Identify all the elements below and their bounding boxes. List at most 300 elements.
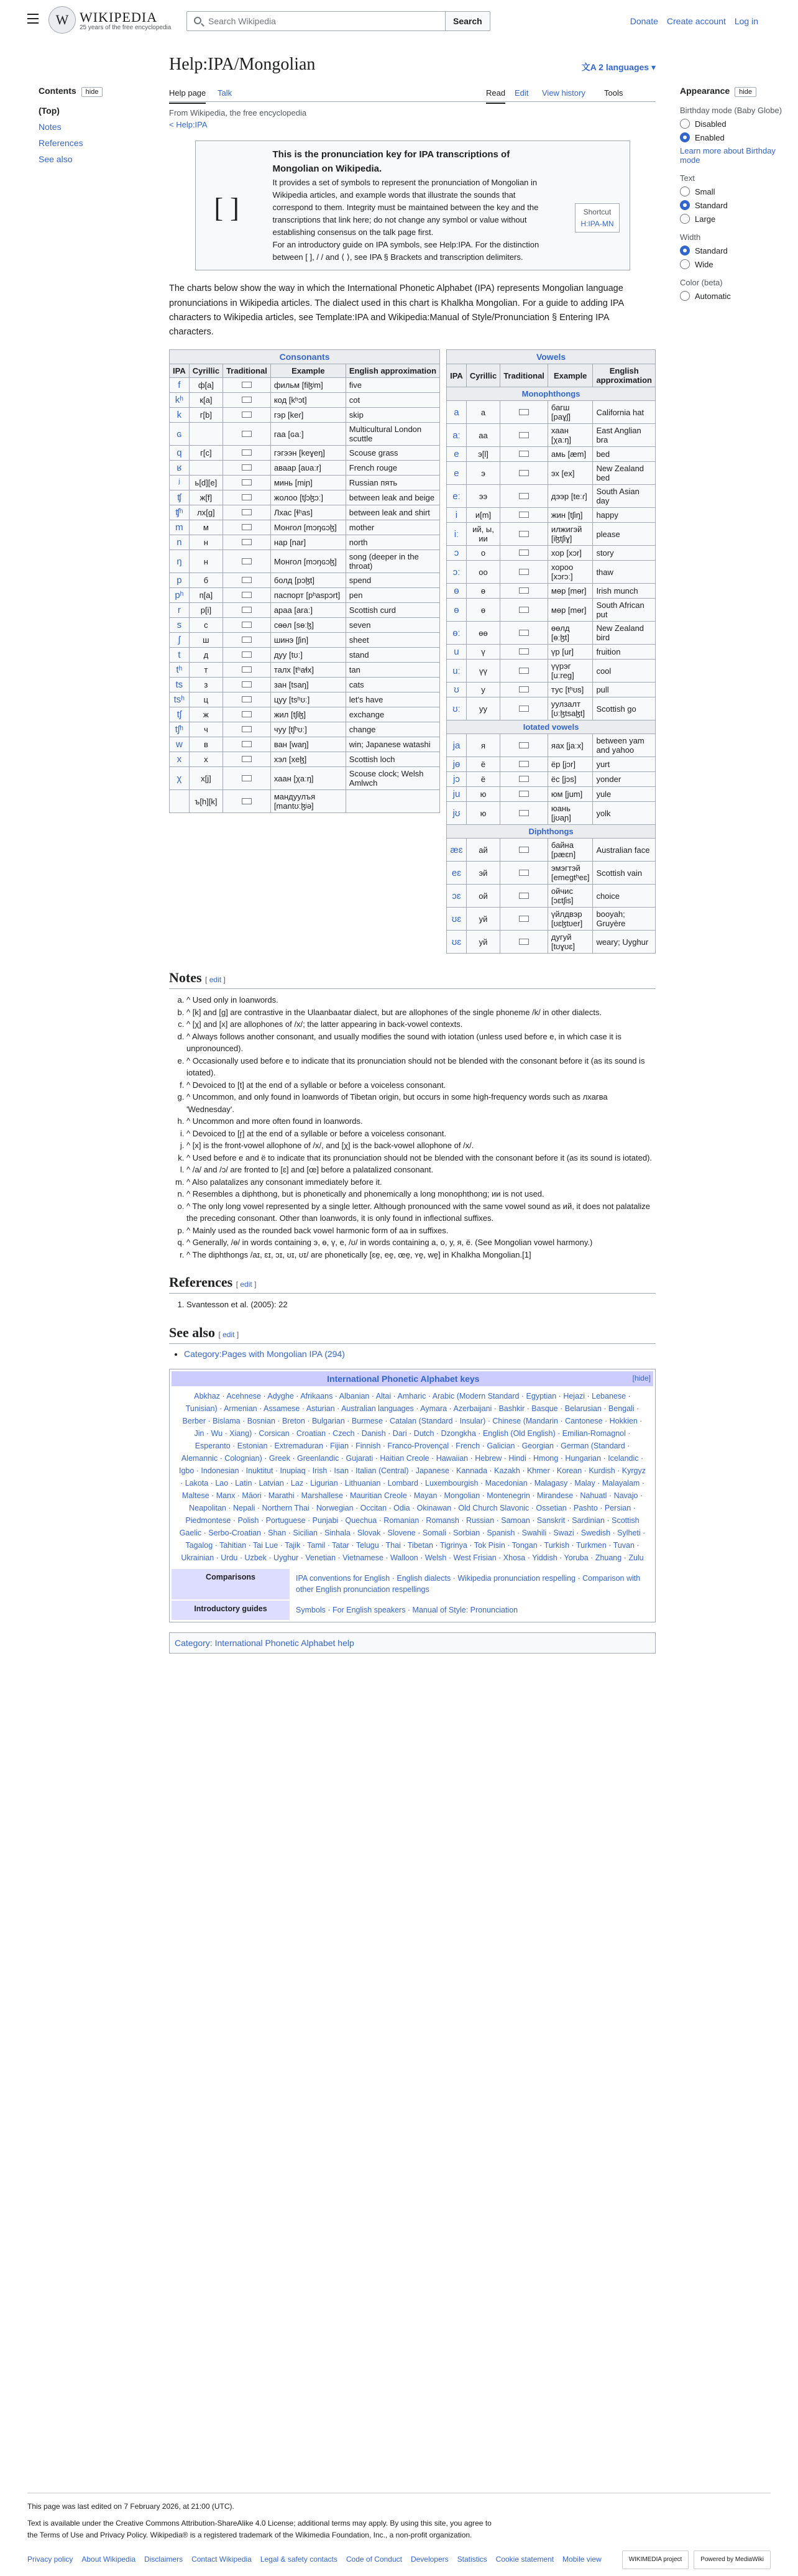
- english-approximation: fruition: [593, 645, 656, 660]
- table-row: [170, 490, 440, 505]
- ipa-symbol[interactable]: q: [170, 446, 190, 461]
- traditional-glyph: [242, 775, 252, 781]
- ipa-symbol[interactable]: eː: [447, 485, 467, 508]
- ipa-symbol[interactable]: w: [170, 737, 190, 752]
- ipa-symbol[interactable]: ʲ: [170, 476, 190, 490]
- example-word: минь [miɲ]: [270, 476, 346, 490]
- english-approximation: song (deeper in the throat): [346, 550, 439, 573]
- ipa-symbol[interactable]: ɔɛ: [447, 885, 467, 908]
- toc-item-top[interactable]: (Top): [39, 106, 60, 116]
- example-word: дугуй [tʊɣʊɛ]: [548, 931, 593, 954]
- english-approximation: between leak and shirt: [346, 505, 439, 520]
- note-item: f. ^ Devoiced to [t] at the end of a syllable or before a voiceless consonant.: [186, 1079, 656, 1092]
- text-small-radio[interactable]: [680, 186, 786, 196]
- reference-item: 1. Svantesson et al. (2005): 22: [186, 1299, 656, 1311]
- cyrillic: х: [189, 752, 222, 767]
- donate-link[interactable]: Donate: [630, 16, 658, 26]
- ipa-symbol[interactable]: e: [447, 462, 467, 485]
- traditional-script: [500, 931, 548, 954]
- traditional-glyph: [242, 449, 252, 456]
- traditional-glyph: [519, 587, 529, 594]
- traditional-script: [223, 535, 271, 550]
- table-row: [170, 633, 440, 648]
- cyrillic: р[i]: [189, 603, 222, 618]
- example-word: код [kʰɔt]: [270, 393, 346, 408]
- example-word: хаан [χaːŋ]: [548, 424, 593, 447]
- radio-label: Standard: [695, 200, 728, 210]
- english-approximation: booyah; Gruyère: [593, 908, 656, 931]
- ipa-symbol[interactable]: x: [170, 752, 190, 767]
- english-approximation: Scouse clock; Welsh Amlwch: [346, 767, 439, 790]
- table-row: [170, 767, 440, 790]
- traditional-script: [223, 520, 271, 535]
- appearance-title: Appearance: [680, 86, 730, 96]
- traditional-script: [223, 446, 271, 461]
- english-approximation: Scottish vain: [593, 862, 656, 885]
- ipa-symbol[interactable]: uː: [447, 660, 467, 683]
- ipa-symbol[interactable]: r: [170, 603, 190, 618]
- example-word: цуу [tsʰʊː]: [270, 692, 346, 707]
- table-row: [447, 908, 656, 931]
- table-row: [447, 772, 656, 787]
- ipa-symbol[interactable]: k: [170, 408, 190, 423]
- tab-read[interactable]: Read: [486, 88, 505, 104]
- ipa-symbol[interactable]: ɢ: [170, 423, 190, 446]
- note-item: l. ^ /a/ and /ɔ/ are fronted to [ɛ] and [œ] before a palatalized consonant.: [186, 1164, 656, 1176]
- example-word: мандуулъя [mantʊːɮʲə]: [270, 790, 346, 813]
- footer-link[interactable]: Privacy policy: [27, 2554, 73, 2564]
- english-approximation: French rouge: [346, 461, 439, 476]
- cyrillic: б: [189, 573, 222, 588]
- traditional-glyph: [519, 893, 529, 899]
- ipa-symbol[interactable]: ɵ: [447, 599, 467, 622]
- traditional-script: [223, 767, 271, 790]
- traditional-glyph: [519, 916, 529, 922]
- traditional-glyph: [519, 706, 529, 712]
- traditional-script: [223, 633, 271, 648]
- ipa-symbol[interactable]: ʃ: [170, 633, 190, 648]
- notes-section: Notes [ edit ] a. ^ Used only in loanwords. b. ^ [k] and [ɡ] are contrastive in the Ulaanbaatar dialect, but are allophones of the single phoneme /k/ in other dialects. c. ^ [χ] and [x] are allophones of /x/; the latter appearing in back-vowel contexts. d. ^ Always follows another consonant, and usually modifies the sound with iotation (unless used before e, in which case it is unpronounced). e. ^ Occasionally used before e to indicate that its pronunciation should not be blended with the consonant before it (as its sound is iotated). f. ^ Devoiced to [t] at the end of a syllable or before a voiceless consonant. g. ^ Uncommon, and only found in loanwords of Tibetan origin, but occurs in some high-frequency words such as лхагва 'Wednesday'. h. ^ Uncommon and more often found in loanwords. i. ^ Devoiced to [r̥] at the end of a syllable or before a voiceless consonant. j. ^ [x] is the front-vowel allophone of /x/, and [χ] is the back-vowel allophone of /x/. k. ^ Used before e and ё to indicate that its pronunciation should not be blended with the consonant before it (as its sound is iotated). l. ^ /a/ and /ɔ/ are fronted to [ɛ] and [œ] before a palatalized consonant. m. ^ Also palatalizes any consonant immediately before it. n. ^ Resembles a diphthong, but is phonetically and phonemically a long monophthong; ии is not used. o. ^ The only long vowel represented by a single letter. Although pronounced with the same vowel sound as ий, it does not palatalize the preceding consonant. Other than loanwords, it is only found in inflectional suffixes. p. ^ Mainly used as the rounded back vowel harmonic form of аа in suffixes. q. ^ Generally, /ɵ/ in words containing э, ө, ү, е, /ʊ/ in words containing а, о, у, я, ё. (See Mongolian vowel harmony.) r. ^ The diphthongs /aɪ, ɛɪ, ɔɪ, ʊɪ, ʊɪ/ are phonetically [ɛe̯, ee̯, œe̯, ʏe̯, we̯] in Khalkha Mongolian.[1]: [169, 970, 656, 1261]
- ipa-symbol[interactable]: ɔ: [447, 546, 467, 561]
- english-approximation: stand: [346, 648, 439, 663]
- traditional-glyph: [519, 630, 529, 636]
- tab-talk[interactable]: Talk: [218, 88, 232, 98]
- radio-label: Large: [695, 214, 716, 224]
- traditional-script: [223, 737, 271, 752]
- ipa-symbol[interactable]: ju: [447, 787, 467, 802]
- cyrillic: ий, ы, ии: [466, 523, 500, 546]
- ipa-symbol[interactable]: ʧʰ: [170, 505, 190, 520]
- column-header: English approximation: [346, 364, 439, 378]
- text-size-label: Text: [680, 173, 695, 183]
- navbox-title-text[interactable]: International Phonetic Alphabet keys: [327, 1373, 480, 1384]
- table-row: [447, 523, 656, 546]
- traditional-script: [500, 523, 548, 546]
- notes-edit-link[interactable]: edit: [209, 975, 222, 985]
- toc-item-notes[interactable]: Notes: [39, 122, 62, 132]
- see-also-edit-link[interactable]: edit: [222, 1330, 235, 1339]
- example-word: хаан [χaːŋ]: [270, 767, 346, 790]
- cyrillic: э[l]: [466, 447, 500, 462]
- language-count: 2 languages: [598, 62, 649, 72]
- ipa-symbol[interactable]: tsʰ: [170, 692, 190, 707]
- traditional-script: [223, 550, 271, 573]
- english-approximation: yolk: [593, 802, 656, 825]
- birthday-disabled-radio[interactable]: [680, 119, 786, 129]
- ipa-symbol[interactable]: ʊː: [447, 697, 467, 720]
- search-input[interactable]: [186, 11, 447, 31]
- example-word: тус [tʰʊs]: [548, 683, 593, 697]
- table-row: [170, 573, 440, 588]
- ipa-symbol[interactable]: iː: [447, 523, 467, 546]
- ipa-symbol[interactable]: ja: [447, 734, 467, 757]
- traditional-script: [223, 603, 271, 618]
- cyrillic: н: [189, 535, 222, 550]
- english-approximation: South Asian day: [593, 485, 656, 508]
- english-approximation: between yam and yahoo: [593, 734, 656, 757]
- example-word: хэл [xeɮ]: [270, 752, 346, 767]
- traditional-glyph: [519, 668, 529, 674]
- references-edit-link[interactable]: edit: [240, 1280, 252, 1289]
- traditional-glyph: [519, 761, 529, 767]
- cyrillic: ч: [189, 722, 222, 737]
- cyrillic: ээ: [466, 485, 500, 508]
- table-row: [170, 393, 440, 408]
- tagline-from: From Wikipedia, the free encyclopedia: [169, 108, 307, 117]
- note-item: o. ^ The only long vowel represented by a single letter. Although pronounced with the same vowel sound as ий, it does not palatalize the preceding consonant. Other than loanwords, it is only found in inflectional suffixes.: [186, 1200, 656, 1225]
- traditional-glyph: [242, 726, 252, 732]
- table-row: [170, 408, 440, 423]
- english-approximation: Scottish go: [593, 697, 656, 720]
- ipa-symbol[interactable]: jɔ: [447, 772, 467, 787]
- cyrillic: к[a]: [189, 393, 222, 408]
- tab-tools[interactable]: Tools: [604, 88, 623, 98]
- page-tabs: [169, 82, 656, 102]
- cyrillic: ь[d][e]: [189, 476, 222, 490]
- ipa-symbol[interactable]: tʰ: [170, 663, 190, 678]
- english-approximation: New Zealand bed: [593, 462, 656, 485]
- category-pages-link[interactable]: Category:Pages with Mongolian IPA (294): [184, 1348, 345, 1359]
- toc-item-see-also[interactable]: See also: [39, 154, 73, 164]
- traditional-script: [500, 508, 548, 523]
- main-menu-icon[interactable]: [27, 14, 39, 24]
- cyrillic: м: [189, 520, 222, 535]
- references-section: References [ edit ] 1. Svantesson et al. (2005): 22: [169, 1274, 656, 1311]
- note-item: g. ^ Uncommon, and only found in loanwords of Tibetan origin, but occurs in some high-frequency words such as лхагва 'Wednesday'.: [186, 1091, 656, 1115]
- example-word: жил [tʃiɮ]: [270, 707, 346, 722]
- ipa-symbol[interactable]: u: [447, 645, 467, 660]
- infobox-title: This is the pronunciation key for IPA transcriptions of Mongolian on Wikipedia.: [272, 149, 510, 175]
- width-wide-radio[interactable]: [680, 259, 786, 269]
- radio-label: Small: [695, 186, 715, 196]
- table-row: [447, 561, 656, 584]
- english-approximation: story: [593, 546, 656, 561]
- table-row: [447, 839, 656, 862]
- wikimedia-badge[interactable]: WIKIMEDIA project: [622, 2551, 689, 2569]
- english-approximation: spend: [346, 573, 439, 588]
- radio-label: Standard: [695, 246, 728, 255]
- ipa-symbol[interactable]: ɵː: [447, 622, 467, 645]
- text-large-radio[interactable]: [680, 214, 786, 224]
- example-word: паспорт [pʰaspɔrt]: [270, 588, 346, 603]
- footer-link[interactable]: About Wikipedia: [81, 2554, 136, 2564]
- example-word: Монгол [mɔŋɢɔɮ]: [270, 550, 346, 573]
- ipa-symbol[interactable]: tʃʰ: [170, 722, 190, 737]
- column-header: Cyrillic: [466, 364, 500, 387]
- vowel-subheader: Diphthongs: [447, 825, 656, 839]
- table-row: [447, 787, 656, 802]
- english-approximation: please: [593, 523, 656, 546]
- log-in-link[interactable]: Log in: [734, 16, 758, 26]
- infobox-text: It provides a set of symbols to represent the pronunciation of Mongolian in Wikipedia articles, and example words that illustrate the sounds that correspond to them. Integrity must be maintained between the key and the transcriptions that link here; do not change any symbol or value without establishing consensus on the talk page first.: [272, 177, 539, 237]
- table-row: [447, 757, 656, 772]
- traditional-glyph: [242, 431, 252, 437]
- example-word: эх [ex]: [548, 462, 593, 485]
- cyrillic: ё: [466, 772, 500, 787]
- note-item: e. ^ Occasionally used before e to indicate that its pronunciation should not be blended with the consonant before it (as its sound is iotated).: [186, 1055, 656, 1079]
- ipa-symbol[interactable]: ɔː: [447, 561, 467, 584]
- toc-hide-button[interactable]: hide: [81, 87, 103, 97]
- tab-help-page[interactable]: Help page: [169, 88, 206, 104]
- traditional-glyph: [242, 382, 252, 388]
- traditional-script: [223, 722, 271, 737]
- mediawiki-badge[interactable]: Powered by MediaWiki: [694, 2551, 771, 2569]
- example-word: үр [ur]: [548, 645, 593, 660]
- width-label: Width: [680, 232, 701, 242]
- english-approximation: north: [346, 535, 439, 550]
- english-approximation: five: [346, 378, 439, 393]
- breadcrumb[interactable]: < Help:IPA: [169, 120, 208, 129]
- traditional-script: [500, 424, 548, 447]
- cyrillic: аа: [466, 424, 500, 447]
- table-row: [170, 648, 440, 663]
- navbox-guides[interactable]: Symbols · For English speakers · Manual of Style: Pronunciation: [296, 1606, 518, 1615]
- footer-link[interactable]: Disclaimers: [144, 2554, 183, 2564]
- ipa-symbol[interactable]: ʁ: [170, 461, 190, 476]
- note-item: q. ^ Generally, /ɵ/ in words containing э, ө, ү, е, /ʊ/ in words containing а, о, у, я, ё. (See Mongolian vowel harmony.): [186, 1236, 656, 1249]
- english-approximation: mother: [346, 520, 439, 535]
- tab-view-history[interactable]: View history: [542, 88, 585, 98]
- learn-more-link[interactable]: Learn more about Birthday mode: [680, 146, 776, 165]
- cyrillic: ё: [466, 757, 500, 772]
- traditional-script: [500, 734, 548, 757]
- wordmark[interactable]: WIKIPEDIA: [80, 9, 158, 25]
- table-row: [170, 423, 440, 446]
- ipa-symbol[interactable]: pʰ: [170, 588, 190, 603]
- example-word: ван [waŋ]: [270, 737, 346, 752]
- navbox-comparisons[interactable]: IPA conventions for English · English dialects · Wikipedia pronunciation respelling · Comparison with other English pronunciation respellings: [296, 1573, 641, 1594]
- table-row: [170, 722, 440, 737]
- create-account-link[interactable]: Create account: [666, 16, 726, 26]
- column-header: English approximation: [593, 364, 656, 387]
- search-button[interactable]: Search: [445, 11, 490, 31]
- pronunciation-key-box: [195, 140, 630, 270]
- traditional-script: [500, 447, 548, 462]
- consonants-table: [169, 349, 440, 813]
- footer-link[interactable]: Cookie statement: [495, 2554, 554, 2564]
- traditional-glyph: [519, 742, 529, 748]
- footer-link[interactable]: Legal & safety contacts: [260, 2554, 337, 2564]
- text-standard-radio[interactable]: [680, 200, 786, 210]
- english-approximation: bed: [593, 447, 656, 462]
- english-approximation: Irish munch: [593, 584, 656, 599]
- example-word: шинэ [ʃin]: [270, 633, 346, 648]
- traditional-script: [500, 485, 548, 508]
- table-row: [170, 588, 440, 603]
- traditional-script: [500, 908, 548, 931]
- ipa-symbol[interactable]: ʊɛ: [447, 931, 467, 954]
- traditional-script: [500, 546, 548, 561]
- table-row: [447, 885, 656, 908]
- traditional-script: [223, 790, 271, 813]
- ipa-symbol[interactable]: n: [170, 535, 190, 550]
- example-word: аваар [aʋaːr]: [270, 461, 346, 476]
- ipa-symbol[interactable]: ɵ: [447, 584, 467, 599]
- table-row: [447, 802, 656, 825]
- traditional-glyph: [242, 696, 252, 702]
- cyrillic: ж: [189, 707, 222, 722]
- traditional-glyph: [242, 577, 252, 583]
- vowel-subheader: Monophthongs: [447, 387, 656, 401]
- table-row: [447, 734, 656, 757]
- ipa-symbol[interactable]: jɵ: [447, 757, 467, 772]
- shortcut-box: [575, 203, 619, 232]
- tab-edit[interactable]: Edit: [515, 88, 529, 98]
- example-word: багш [paɣʃ]: [548, 401, 593, 424]
- notes-list: [169, 994, 656, 1261]
- references-heading: References: [169, 1274, 233, 1290]
- ipa-symbol[interactable]: æɛ: [447, 839, 467, 862]
- cyrillic: үү: [466, 660, 500, 683]
- table-of-contents: [39, 86, 144, 170]
- category-label[interactable]: Category:: [175, 1637, 213, 1648]
- cyrillic: уй: [466, 908, 500, 931]
- ipa-keys-navbox: [169, 1369, 656, 1622]
- table-row: [447, 546, 656, 561]
- table-row: [170, 520, 440, 535]
- table-row: [170, 505, 440, 520]
- traditional-script: [223, 423, 271, 446]
- ipa-symbol[interactable]: ts: [170, 678, 190, 692]
- birthday-enabled-radio[interactable]: [680, 132, 786, 142]
- category-link[interactable]: International Phonetic Alphabet help: [214, 1637, 354, 1648]
- radio-label: Automatic: [695, 291, 731, 301]
- ipa-symbol[interactable]: jʊ: [447, 802, 467, 825]
- column-header: Example: [270, 364, 346, 378]
- ipa-symbol[interactable]: [170, 790, 190, 813]
- traditional-script: [500, 802, 548, 825]
- traditional-glyph: [242, 494, 252, 500]
- traditional-script: [223, 692, 271, 707]
- english-approximation: happy: [593, 508, 656, 523]
- ipa-symbol[interactable]: f: [170, 378, 190, 393]
- traditional-script: [500, 862, 548, 885]
- shortcut-link[interactable]: H:IPA-MN: [580, 219, 614, 228]
- navbox-languages[interactable]: Abkhaz · Acehnese · Adyghe · Afrikaans · Albanian · Altai · Amharic · Arabic (Modern Standard · Egyptian · Hejazi · Lebanese · Tunisian) · Armenian · Assamese · Asturian · Australian languages · Aymara · Azerbaijani · Bashkir · Basque · Belarusian · Bengali · Berber · Bislama · Bosnian · Breton · Bulgarian · Burmese · Catalan (Standard · Insular) · Chinese (Mandarin · Cantonese · Hokkien · Jin · Wu · Xiang) · Corsican · Croatian · Czech · Danish · Dari · Dutch · Dzongkha · English (Old English) · Emilian-Romagnol · Esperanto · Estonian · Extremaduran · Fijian · Finnish · Franco-Provençal · French · Galician · Georgian · German (Standard · Alemannic · Colognian) · Greek · Greenlandic · Gujarati · Haitian Creole · Hawaiian · Hebrew · Hindi · Hmong · Hungarian · Icelandic · Igbo · Indonesian · Inuktitut · Inupiaq · Irish · Isan · Italian (Central) · Japanese · Kannada · Kazakh · Khmer · Korean · Kurdish · Kyrgyz · Lakota · Lao · Latin · Latvian · Laz · Ligurian · Lithuanian · Lombard · Luxembourgish · Macedonian · Malagasy · Malay · Malayalam · Maltese · Manx · Māori · Marathi · Marshallese · Mauritian Creole · Mayan · Mongolian · Montenegrin · Mirandese · Nahuatl · Navajo · Neapolitan · Nepali · Northern Thai · Norwegian · Occitan · Odia · Okinawan · Old Church Slavonic · Ossetian · Pashto · Persian · Piedmontese · Polish · Portuguese · Punjabi · Quechua · Romanian · Romansh · Russian · Samoan · Sanskrit · Sardinian · Scottish Gaelic · Serbo-Croatian · Shan · Sicilian · Sinhala · Slovak · Slovene · Somali · Sorbian · Spanish · Swahili · Swazi · Swedish · Sylheti · Tagalog · Tahitian · Tai Lue · Tajik · Tamil · Tatar · Telugu · Thai · Tibetan · Tigrinya · Tok Pisin · Tongan · Turkish · Turkmen · Tuvan · Ukrainian · Urdu · Uzbek · Uyghur · Venetian · Vietnamese · Walloon · Welsh · West Frisian · Xhosa · Yiddish · Yoruba · Zhuang · Zulu: [178, 1391, 646, 1562]
- footer-link[interactable]: Contact Wikipedia: [191, 2554, 252, 2564]
- table-row: [447, 622, 656, 645]
- traditional-glyph: [242, 711, 252, 717]
- width-standard-radio[interactable]: [680, 246, 786, 255]
- wikipedia-logo[interactable]: W: [48, 6, 76, 34]
- ipa-symbol[interactable]: ŋ: [170, 550, 190, 573]
- ipa-symbol[interactable]: tʃ: [170, 707, 190, 722]
- english-approximation: cats: [346, 678, 439, 692]
- traditional-script: [223, 663, 271, 678]
- language-button[interactable]: 文A 2 languages ▾: [581, 62, 656, 72]
- traditional-script: [500, 772, 548, 787]
- footer-link[interactable]: Mobile view: [562, 2554, 602, 2564]
- ipa-symbol[interactable]: ʊ: [447, 683, 467, 697]
- navbox-hide-link[interactable]: hide: [634, 1373, 649, 1382]
- color-automatic-radio[interactable]: [680, 291, 786, 301]
- ipa-symbol[interactable]: kʰ: [170, 393, 190, 408]
- vowels-caption: Vowels: [447, 350, 656, 364]
- ipa-symbol[interactable]: a: [447, 401, 467, 424]
- ipa-symbol[interactable]: i: [447, 508, 467, 523]
- ipa-symbol[interactable]: t: [170, 648, 190, 663]
- birthday-mode-label: Birthday mode (Baby Globe): [680, 106, 782, 115]
- see-also-section: See also [ edit ] • Category:Pages with Mongolian IPA (294): [169, 1325, 656, 1359]
- ipa-symbol[interactable]: e: [447, 447, 467, 462]
- ipa-symbol[interactable]: ʊɛ: [447, 908, 467, 931]
- ipa-symbol[interactable]: aː: [447, 424, 467, 447]
- cyrillic: ъ[h][k]: [189, 790, 222, 813]
- english-approximation: California hat: [593, 401, 656, 424]
- toc-item-references[interactable]: References: [39, 138, 83, 148]
- table-row: [447, 645, 656, 660]
- ipa-symbol[interactable]: p: [170, 573, 190, 588]
- table-row: [447, 584, 656, 599]
- cyrillic: и[m]: [466, 508, 500, 523]
- ipa-symbol[interactable]: m: [170, 520, 190, 535]
- column-header: Cyrillic: [189, 364, 222, 378]
- footer-link[interactable]: Statistics: [457, 2554, 487, 2564]
- table-row: [170, 476, 440, 490]
- see-also-heading: See also: [169, 1324, 215, 1340]
- ipa-symbol[interactable]: s: [170, 618, 190, 633]
- tagline: 25 years of the free encyclopedia: [80, 24, 172, 31]
- english-approximation: yule: [593, 787, 656, 802]
- charts: [169, 349, 656, 954]
- traditional-glyph: [519, 493, 529, 499]
- traditional-glyph: [242, 524, 252, 530]
- footer-link[interactable]: Code of Conduct: [346, 2554, 402, 2564]
- subheader-row: [447, 720, 656, 734]
- ipa-symbol[interactable]: eɛ: [447, 862, 467, 885]
- cyrillic: уу: [466, 697, 500, 720]
- ipa-symbol[interactable]: χ: [170, 767, 190, 790]
- appearance-hide-button[interactable]: hide: [735, 87, 756, 97]
- table-row: [447, 485, 656, 508]
- infobox-intro: For an introductory guide on IPA symbols, see Help:IPA. For the distinction between [ ], / / and ⟨ ⟩, see IPA § Brackets and transcription delimiters.: [272, 240, 539, 262]
- traditional-script: [500, 683, 548, 697]
- traditional-glyph: [242, 558, 252, 564]
- traditional-script: [223, 752, 271, 767]
- category-box: [169, 1632, 656, 1654]
- ipa-symbol[interactable]: ʧ: [170, 490, 190, 505]
- traditional-script: [500, 787, 548, 802]
- table-row: [447, 401, 656, 424]
- table-row: [170, 737, 440, 752]
- traditional-glyph: [519, 550, 529, 556]
- example-word: фильм [fiɮʲm]: [270, 378, 346, 393]
- footer-link[interactable]: Developers: [410, 2554, 449, 2564]
- english-approximation: Multicultural London scuttle: [346, 423, 439, 446]
- table-row: [170, 663, 440, 678]
- traditional-glyph: [519, 451, 529, 457]
- cyrillic: ц: [189, 692, 222, 707]
